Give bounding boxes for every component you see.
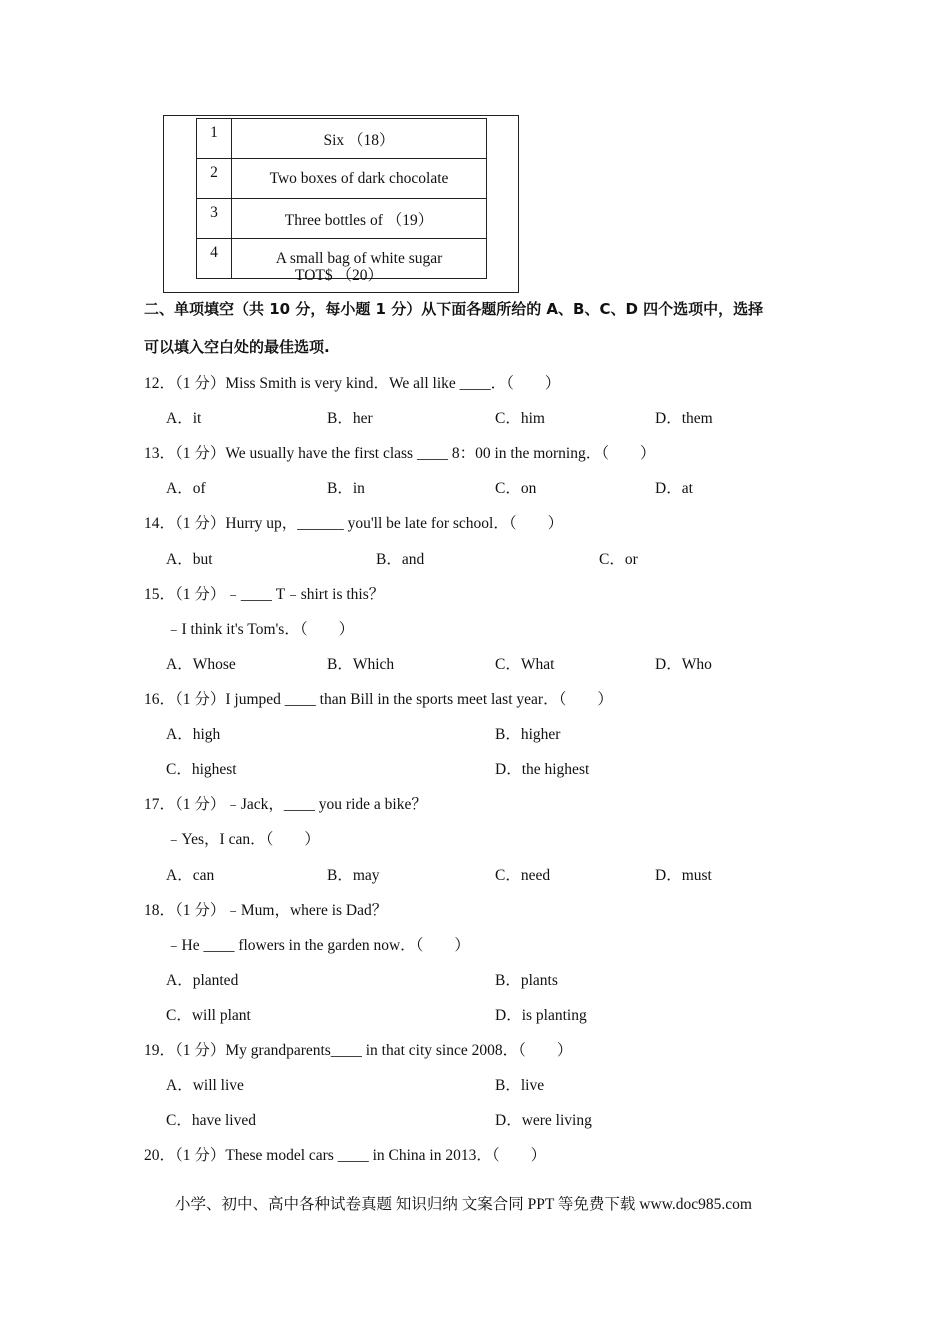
- option-b: B．in: [327, 480, 365, 497]
- row-item: A small bag of white sugar: [232, 239, 487, 279]
- option-c: C．need: [495, 867, 551, 884]
- option-d: D．them: [655, 410, 713, 427]
- question-17-stem: 17．（1 分）﹣Jack，____ you ride a bike？: [144, 796, 427, 813]
- question-15-stem: 15．（1 分）﹣____ T﹣shirt is this？: [144, 586, 385, 603]
- shopping-list-table: [196, 118, 487, 279]
- option-b: B．plants: [495, 972, 558, 989]
- row-number: 4: [197, 239, 232, 279]
- option-a: A．can: [166, 867, 215, 884]
- option-c: C．will plant: [166, 1007, 251, 1024]
- question-13-stem: 13．（1 分）We usually have the first class ____ 8：00 in the morning．（ ）: [144, 445, 656, 462]
- option-c: C．on: [495, 480, 537, 497]
- question-17-response: ﹣Yes，I can．（ ）: [166, 831, 320, 848]
- table-row: [197, 199, 487, 239]
- row-item: Three bottles of （19）: [232, 199, 487, 239]
- question-16-stem: 16．（1 分）I jumped ____ than Bill in the sports meet last year．（ ）: [144, 691, 613, 708]
- option-a: A．but: [166, 551, 213, 568]
- question-12-stem: 12．（1 分）Miss Smith is very kind．We all like ____．（ ）: [144, 375, 561, 392]
- option-d: D．must: [655, 867, 712, 884]
- option-a: A．high: [166, 726, 221, 743]
- option-b: B．live: [495, 1077, 545, 1094]
- option-b: B．higher: [495, 726, 561, 743]
- row-item: Six （18）: [232, 119, 487, 159]
- question-15-response: ﹣I think it's Tom's．（ ）: [166, 621, 355, 638]
- option-b: B．her: [327, 410, 373, 427]
- question-18-stem: 18．（1 分）﹣Mum，where is Dad？: [144, 902, 388, 919]
- table-row: [197, 159, 487, 199]
- question-19-stem: 19．（1 分）My grandparents____ in that city since 2008．（ ）: [144, 1042, 573, 1059]
- option-a: A．it: [166, 410, 202, 427]
- option-c: C．him: [495, 410, 545, 427]
- table-row: [197, 119, 487, 159]
- question-20-stem: 20．（1 分）These model cars ____ in China in 2013．（ ）: [144, 1147, 547, 1164]
- question-18-response: ﹣He ____ flowers in the garden now．（ ）: [166, 937, 470, 954]
- row-number: 2: [197, 159, 232, 199]
- section-heading-cont: 可以填入空白处的最佳选项.: [144, 338, 330, 356]
- option-d: D．Who: [655, 656, 712, 673]
- option-d: D．at: [655, 480, 693, 497]
- total-line: TOT$ （20）: [295, 267, 383, 284]
- row-item: Two boxes of dark chocolate: [232, 159, 487, 199]
- option-c: C．have lived: [166, 1112, 256, 1129]
- option-a: A．Whose: [166, 656, 236, 673]
- option-d: D．were living: [495, 1112, 592, 1129]
- option-b: B．Which: [327, 656, 395, 673]
- option-b: B．and: [376, 551, 425, 568]
- question-14-stem: 14．（1 分）Hurry up，______ you'll be late for school．（ ）: [144, 515, 564, 532]
- option-c: C．What: [495, 656, 555, 673]
- page-footer: 小学、初中、高中各种试卷真题 知识归纳 文案合同 PPT 等免费下载 www.doc985.com: [175, 1196, 752, 1213]
- option-b: B．may: [327, 867, 380, 884]
- option-c: C．or: [599, 551, 638, 568]
- option-a: A．will live: [166, 1077, 244, 1094]
- option-d: D．the highest: [495, 761, 590, 778]
- option-c: C．highest: [166, 761, 237, 778]
- option-a: A．planted: [166, 972, 239, 989]
- option-a: A．of: [166, 480, 206, 497]
- row-number: 3: [197, 199, 232, 239]
- section-heading: 二、单项填空（共 10 分，每小题 1 分）从下面各题所给的 A、B、C、D 四个选项中，选择: [144, 300, 764, 318]
- row-number: 1: [197, 119, 232, 159]
- option-d: D．is planting: [495, 1007, 587, 1024]
